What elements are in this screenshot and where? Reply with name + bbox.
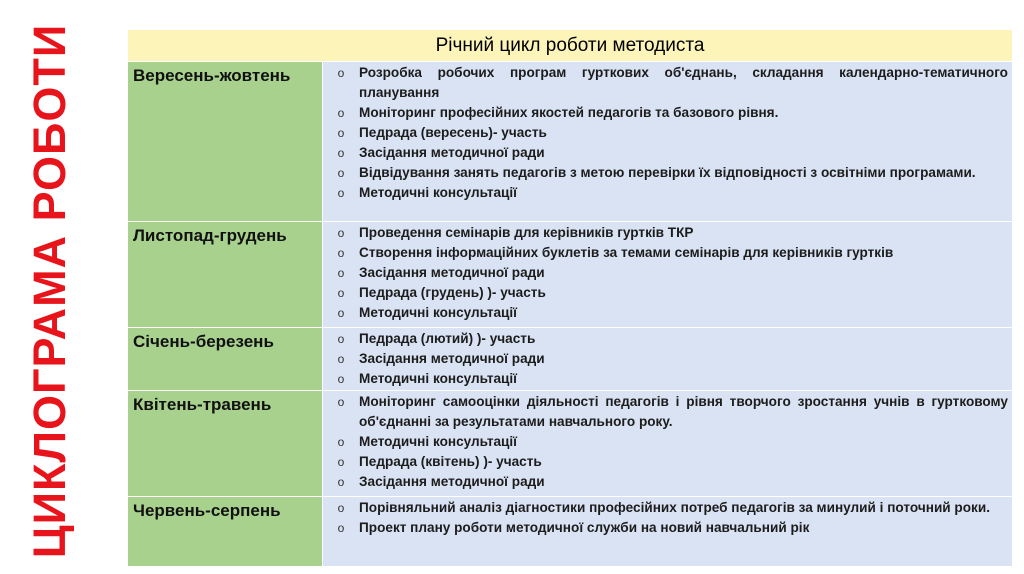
activity-text: Методичні консультації <box>359 371 517 386</box>
activity-text: Засідання методичної ради <box>359 474 545 489</box>
activities-cell <box>323 62 1013 222</box>
table-header: Річний цикл роботи методиста <box>128 30 1012 62</box>
list-item <box>323 163 1008 183</box>
list-item <box>323 263 1008 283</box>
circle-bullet-icon: o <box>337 332 345 346</box>
activity-text: Засідання методичної ради <box>359 351 545 366</box>
period-cell: Квітень-травень <box>128 391 323 497</box>
circle-bullet-icon: o <box>337 352 345 366</box>
circle-bullet-icon: o <box>337 266 345 280</box>
activities-cell <box>323 222 1013 328</box>
activity-text: Порівняльний аналіз діагностики професійних потреб педагогів за минулий і поточний роки. <box>359 500 990 515</box>
activity-text: Засідання методичної ради <box>359 265 545 280</box>
circle-bullet-icon: o <box>337 521 345 535</box>
circle-bullet-icon: o <box>337 246 345 260</box>
activity-list <box>323 391 1012 493</box>
side-title-text: ЦИКЛОГРАМА РОБОТИ <box>24 23 76 559</box>
table-row <box>128 391 1012 497</box>
activity-list <box>323 497 1012 539</box>
circle-bullet-icon: o <box>337 501 345 515</box>
list-item <box>323 283 1008 303</box>
activity-text: Методичні консультації <box>359 434 517 449</box>
table-header-row <box>128 30 1012 62</box>
table-row <box>128 222 1012 328</box>
list-item <box>323 498 1008 518</box>
activity-text: Моніторинг самооцінки діяльності педагогів і рівня творчого зростання учнів в гуртковому об'єднанні за результатами навчального року. <box>359 394 1008 429</box>
list-item <box>323 63 1008 103</box>
list-item <box>323 518 1008 538</box>
circle-bullet-icon: o <box>337 186 345 200</box>
list-item <box>323 243 1008 263</box>
list-item <box>323 103 1008 123</box>
activity-list <box>323 328 1012 390</box>
side-title <box>20 23 80 559</box>
circle-bullet-icon: o <box>337 66 345 80</box>
activities-cell <box>323 391 1013 497</box>
period-cell: Січень-березень <box>128 328 323 391</box>
table-body <box>128 62 1012 567</box>
activity-text: Педрада (квітень) )- участь <box>359 454 542 469</box>
list-item <box>323 472 1008 492</box>
circle-bullet-icon: o <box>337 372 345 386</box>
activities-cell <box>323 497 1013 567</box>
activities-cell <box>323 328 1013 391</box>
activity-text: Засідання методичної ради <box>359 145 545 160</box>
activity-text: Проведення семінарів для керівників гуртків ТКР <box>359 225 694 240</box>
list-item <box>323 369 1008 389</box>
activity-text: Проект плану роботи методичної служби на новий навчальний рік <box>359 520 810 535</box>
activity-text: Методичні консультації <box>359 185 517 200</box>
list-item <box>323 223 1008 243</box>
list-item <box>323 303 1008 323</box>
activity-list <box>323 222 1012 324</box>
circle-bullet-icon: o <box>337 126 345 140</box>
period-cell: Червень-серпень <box>128 497 323 567</box>
circle-bullet-icon: o <box>337 286 345 300</box>
list-item <box>323 349 1008 369</box>
list-item <box>323 329 1008 349</box>
list-item <box>323 452 1008 472</box>
list-item <box>323 143 1008 163</box>
table-row <box>128 328 1012 391</box>
list-item <box>323 392 1008 432</box>
activity-text: Відвідування занять педагогів з метою перевірки їх відповідності з освітніми програмами. <box>359 165 976 180</box>
period-cell: Вересень-жовтень <box>128 62 323 222</box>
activity-text: Розробка робочих програм гурткових об'єднань, складання календарно-тематичного планування <box>359 65 1008 100</box>
list-item <box>323 123 1008 143</box>
activity-text: Педрада (лютий) )- участь <box>359 331 536 346</box>
table-row <box>128 62 1012 222</box>
activity-text: Моніторинг професійних якостей педагогів та базового рівня. <box>359 105 779 120</box>
circle-bullet-icon: o <box>337 395 345 409</box>
circle-bullet-icon: o <box>337 106 345 120</box>
list-item <box>323 432 1008 452</box>
list-item <box>323 183 1008 203</box>
activity-text: Педрада (вересень)- участь <box>359 125 547 140</box>
activity-text: Методичні консультації <box>359 305 517 320</box>
circle-bullet-icon: o <box>337 306 345 320</box>
circle-bullet-icon: o <box>337 475 345 489</box>
circle-bullet-icon: o <box>337 435 345 449</box>
circle-bullet-icon: o <box>337 455 345 469</box>
circle-bullet-icon: o <box>337 146 345 160</box>
period-cell: Листопад-грудень <box>128 222 323 328</box>
circle-bullet-icon: o <box>337 166 345 180</box>
circle-bullet-icon: o <box>337 226 345 240</box>
activity-text: Створення інформаційних буклетів за темами семінарів для керівників гуртків <box>359 245 894 260</box>
table-row <box>128 497 1012 567</box>
activity-list <box>323 62 1012 204</box>
activity-text: Педрада (грудень) )- участь <box>359 285 546 300</box>
annual-cycle-table <box>128 30 1012 567</box>
